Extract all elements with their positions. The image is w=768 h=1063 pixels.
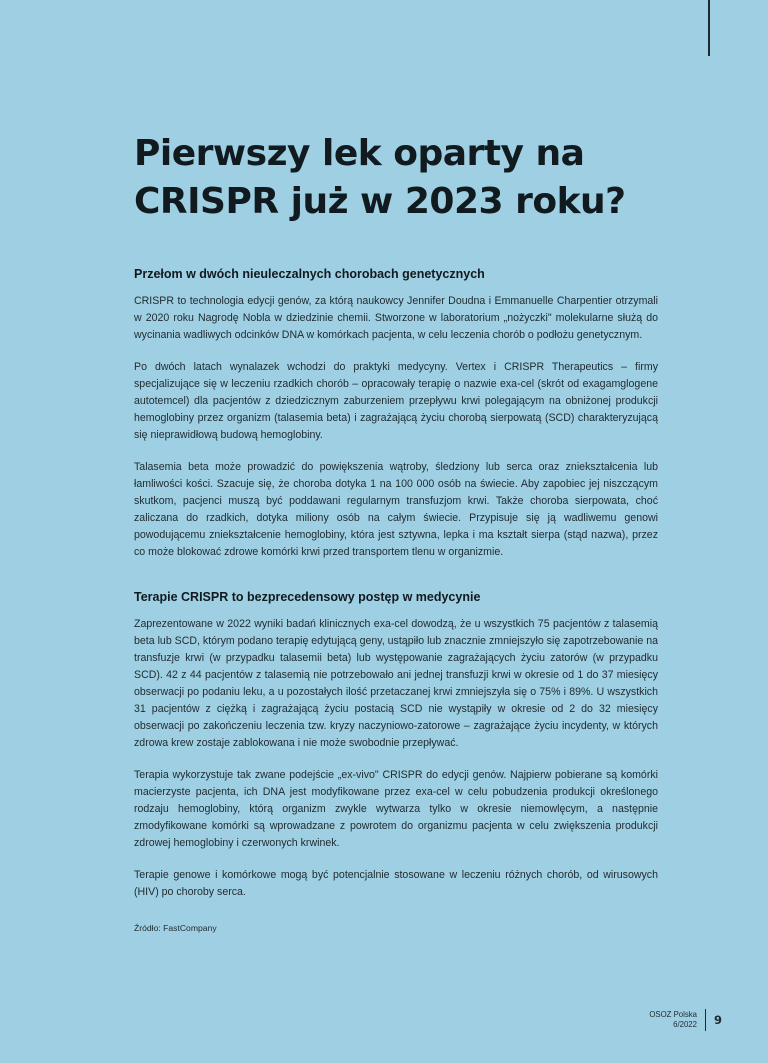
section-heading-1: Przełom w dwóch nieuleczalnych chorobach genetycznych [134,267,485,281]
paragraph: Zaprezentowane w 2022 wyniki badań klinicznych exa-cel dowodzą, że u wszystkich 75 pacjentów z talasemią beta lub SCD, którym podano terapię edytującą geny, ustąpiło lub znacznie zmniejszyło się zapotrzebowanie na transfuzje krwi (w przypadku talasemii beta) lub występowanie zagrażających życiu zatorów (w przypadku SCD). 42 z 44 pacjentów z talasemią nie potrzebowało ani jednej transfuzji krwi w okresie od 1 do 37 miesięcy obserwacji po podaniu leku, a u pozostałych ilość przetaczanej krwi zmniejszyła się o 75% i 89%. U wszystkich 31 pacjentów z ciężką i zagrażającą życiu postacią SCD nie wystąpiły w okresie od 2 do 32 miesięcy obserwacji po zakończeniu leczenia tzw. kryzy naczyniowo-zatorowe – zagrażające życiu incydenty, w których zdrowa krew zostaje zablokowana i nie może swobodnie przepływać. [134,618,658,749]
source-note: Źródło: FastCompany [134,923,217,933]
section-heading-2: Terapie CRISPR to bezprecedensowy postęp w medycynie [134,590,481,604]
issue-number: 6/2022 [673,1020,697,1029]
paragraph: Talasemia beta może prowadzić do powiększenia wątroby, śledziony lub serca oraz zniekształcenia lub łamliwości kości. Szacuje się, że choroba dotyka 1 na 100 000 osób na świecie. Aby zapobiec jej niszczącym skutkom, pacjenci muszą być poddawani regularnym transfuzjom krwi. Także choroba sierpowata, choć zaliczana do rzadkich, dotyka miliony osób na całym świecie. Przypisuje się ją wadliwemu genowi powodującemu zniekształcenie hemoglobiny, która jest sztywna, lepka i ma kształt sierpa (stąd nazwa), przez co może blokować zdrowe komórki krwi przed transportem tlenu w organizmie. [134,461,658,558]
footer-divider [705,1009,706,1031]
page-number: 9 [713,1013,722,1027]
paragraph: CRISPR to technologia edycji genów, za którą naukowcy Jennifer Doudna i Emmanuelle Charpentier otrzymali w 2020 roku Nagrodę Nobla w dziedzinie chemii. Stworzone w laboratorium „nożyczki" molekularne służą do wycinania wadliwych odcinków DNA w komórkach pacjenta, w celu leczenia chorób o podłożu genetycznym. [134,295,658,341]
publication-name: OSOZ Polska [649,1010,697,1019]
page-title: Pierwszy lek oparty na CRISPR już w 2023 roku? [134,133,626,222]
paragraph: Po dwóch latach wynalazek wchodzi do praktyki medycyny. Vertex i CRISPR Therapeutics – firmy specjalizujące się w leczeniu rzadkich chorób – opracowały terapię o nazwie exa-cel (skrót od exagamglogene autotemcel) dla pacjentów z dziedzicznym zaburzeniem przepływu krwi polegającym na obniżonej produkcji hemoglobiny przez organizm (talasemia beta) i zagrażającą życiu chorobą sierpowatą (SCD) charakteryzującą się nieprawidłową budową hemoglobiny. [134,361,658,441]
article [134,130,658,934]
paragraph: Terapie genowe i komórkowe mogą być potencjalnie stosowane w leczeniu różnych chorób, od wirusowych (HIV) po choroby serca. [134,869,658,898]
paragraph: Terapia wykorzystuje tak zwane podejście „ex-vivo" CRISPR do edycji genów. Najpierw pobierane są komórki macierzyste pacjenta, ich DNA jest modyfikowane przez exa-cel w celu pobudzenia produkcji określonego rodzaju hemoglobiny, którą organizm zwykle wytwarza tylko w okresie niemowlęcym, a następnie zmodyfikowane komórki są wprowadzane z powrotem do organizmu pacjenta w celu zwiększenia produkcji zdrowej hemoglobiny i czerwonych krwinek. [134,769,658,849]
footer-meta [649,1010,697,1030]
page-footer [649,1009,722,1031]
top-vertical-rule [708,0,710,56]
